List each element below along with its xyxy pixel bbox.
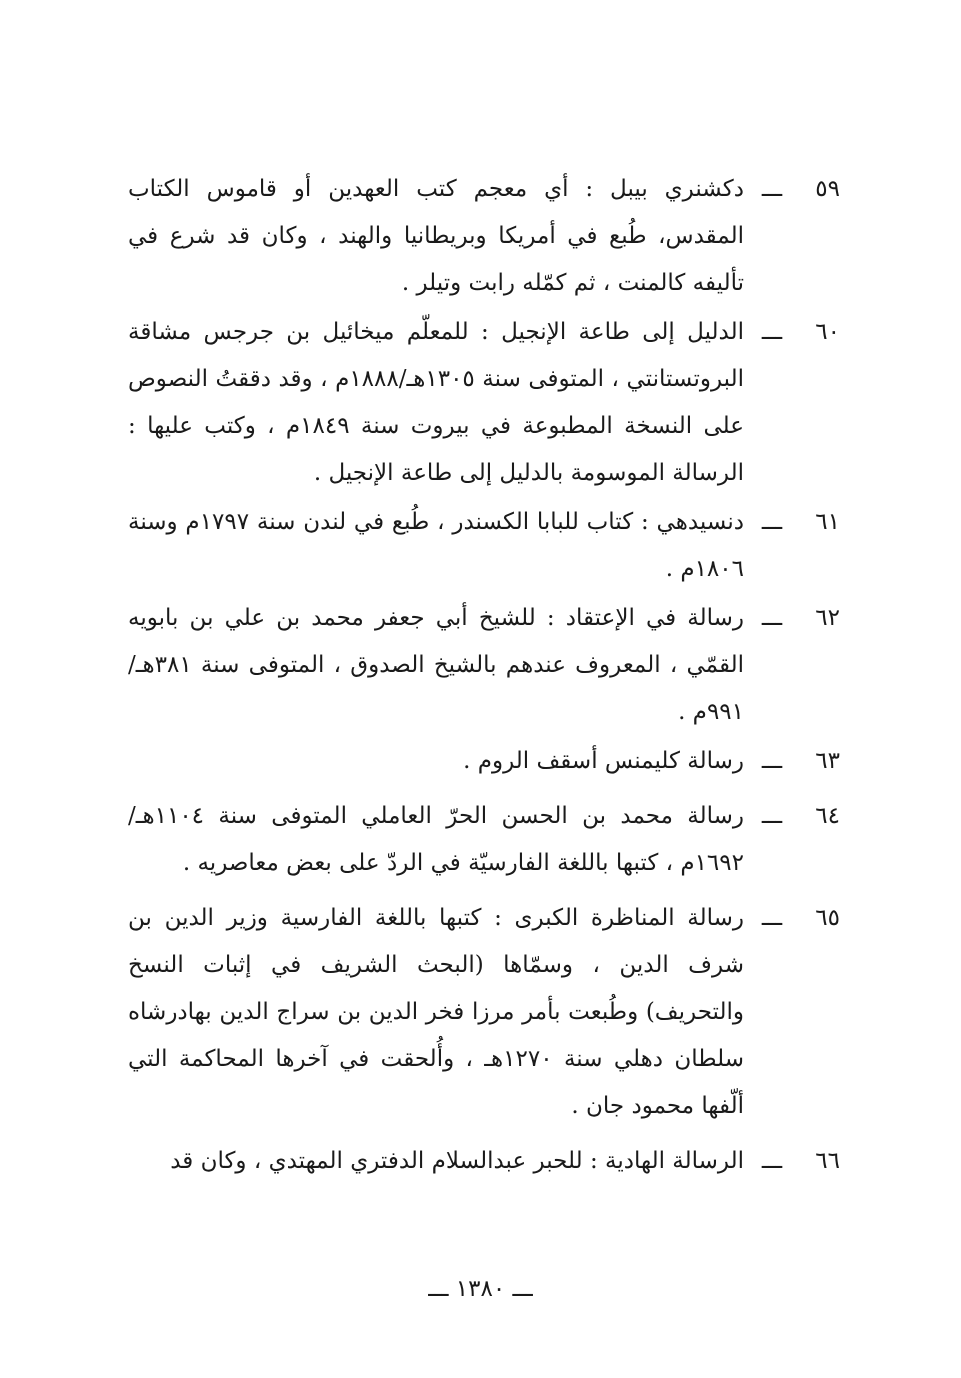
- entry-text: الدليل إلى طاعة الإنجيل : للمعلّم ميخائيل بن جرجس مشاقة البروتستانتي ، المتوفى سنة ١٣٠٥هـ/١٨٨٨م ، وقد دققتُ النصوص على النسخة المطبوعة في بيروت سنة ١٨٤٩م ، وكتب عليها : الرسالة الموسومة بالدليل إلى طاعة الإنجيل .: [128, 319, 744, 486]
- list-item: [128, 499, 840, 593]
- entry-dash: ـــ: [761, 319, 783, 345]
- list-item: [128, 738, 840, 785]
- entry-dash: ـــ: [761, 1148, 783, 1174]
- entry-number: ٦٢: [815, 605, 840, 631]
- entry-dash: ـــ: [761, 905, 783, 931]
- entry-dash: ـــ: [761, 748, 783, 774]
- entry-text: رسالة في الإعتقاد : للشيخ أبي جعفر محمد بن علي بن بابويه القمّي ، المعروف عندهم بالشيخ الصدوق ، المتوفى سنة ٣٨١هـ/٩٩١م .: [128, 605, 744, 725]
- entry-number: ٦٤: [815, 803, 840, 829]
- entry-number: ٦٥: [815, 905, 840, 931]
- page-number: ـــ ١٣٨٠ ـــ: [428, 1276, 533, 1302]
- list-item: [128, 166, 840, 307]
- entry-dash: ـــ: [761, 605, 783, 631]
- entry-number: ٦٣: [815, 748, 840, 774]
- entry-number: ٥٩: [815, 176, 840, 202]
- entry-text: رسالة محمد بن الحسن الحرّ العاملي المتوفى سنة ١١٠٤هـ/١٦٩٢م ، كتبها باللغة الفارسيّة في الردّ على بعض معاصريه .: [128, 803, 744, 876]
- entry-text: دنسيدهي : كتاب للبابا الكسندر ، طُبع في لندن سنة ١٧٩٧م وسنة ١٨٠٦م .: [128, 509, 744, 582]
- entry-text: رسالة كليمنس أسقف الروم .: [463, 748, 744, 774]
- entry-number: ٦١: [815, 509, 840, 535]
- list-item: [128, 1138, 840, 1185]
- entry-dash: ـــ: [761, 509, 783, 535]
- entry-number: ٦٠: [815, 319, 840, 345]
- entry-text: الرسالة الهادية : للحبر عبدالسلام الدفتري المهتدي ، وكان قد: [170, 1148, 744, 1174]
- entry-dash: ـــ: [761, 176, 783, 202]
- list-item: [128, 595, 840, 736]
- entry-text: دكشنري بيبل : أي معجم كتب العهدين أو قاموس الكتاب المقدس، طُبع في أمريكا وبريطانيا والهند ، وكان قد شرع في تأليفه كالمنت ، ثم كمّله رابت وتيلر .: [128, 176, 744, 296]
- entry-number: ٦٦: [815, 1148, 840, 1174]
- list-item: [128, 895, 840, 1130]
- list-item: [128, 309, 840, 497]
- bibliography-list: [128, 166, 840, 1187]
- entry-dash: ـــ: [761, 803, 783, 829]
- entry-text: رسالة المناظرة الكبرى : كتبها باللغة الفارسية وزير الدين بن شرف الدين ، وسمّاها (البحث الشريف في إثبات النسخ والتحريف) وطُبعت بأمر مرزا فخر الدين بن سراج الدين بهادرشاه سلطان دهلي سنة ١٢٧٠هـ ، وأُلحقت في آخرها المحاكمة التي ألّفها محمود جان .: [128, 905, 744, 1119]
- list-item: [128, 793, 840, 887]
